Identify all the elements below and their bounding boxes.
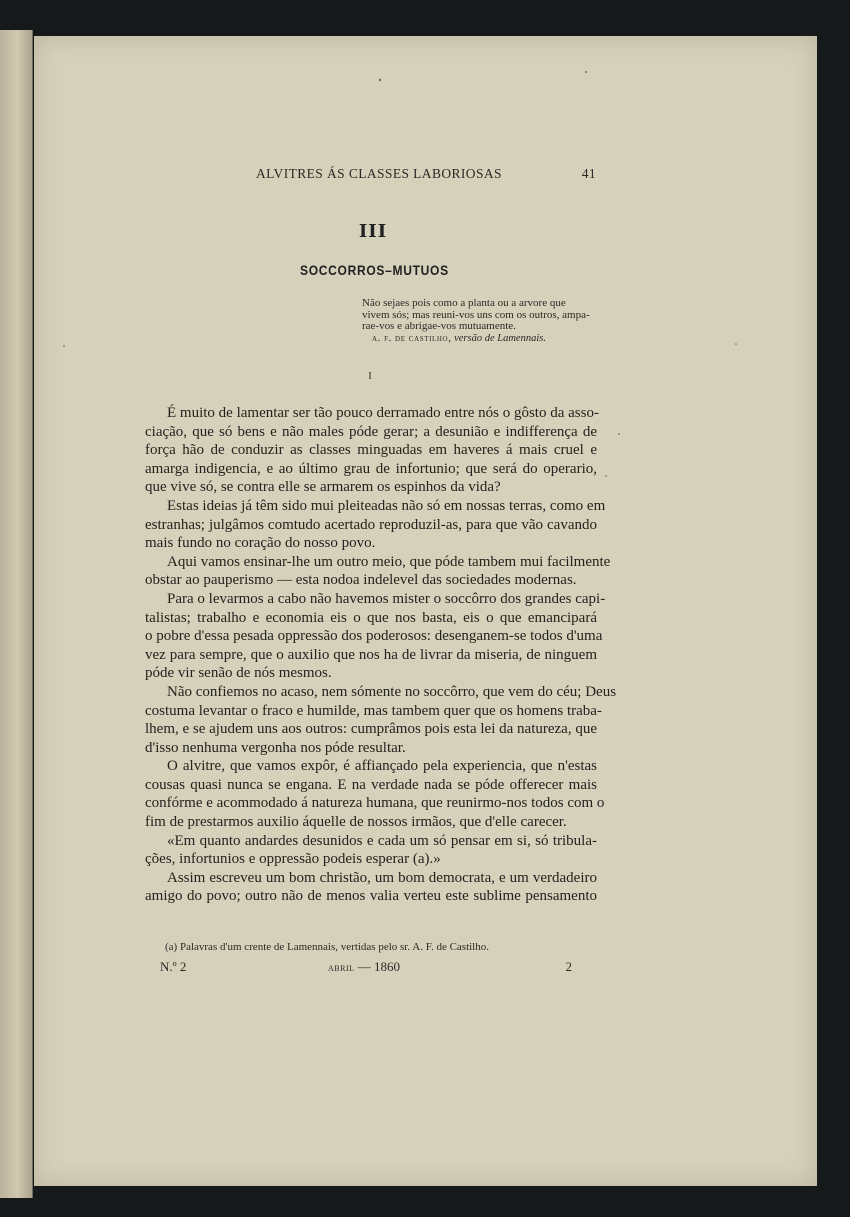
body-line: costuma levantar o fraco e humilde, mas tambem quer que os homens traba- [145,702,602,719]
body-line: estranhas; julgâmos comtudo acertado reproduzil-as, para que vão cavando [145,516,597,533]
body-line: ciação, que só bens e não males póde gerar; a desunião e indifferença de [145,423,597,440]
body-line: O alvitre, que vamos expôr, é affiançado pela experiencia, que n'estas [167,758,597,775]
body-line: Aqui vamos ensinar-lhe um outro meio, que póde tambem mui facilmente [167,553,611,570]
epigraph-line: rae-vos e abrigae-vos mutuamente. [362,320,516,332]
epigraph [362,298,598,333]
body-line: É muito de lamentar ser tão pouco derramado entre nós o gôsto da asso- [167,405,599,421]
epigraph-source: versão de Lamennais. [454,333,546,344]
epigraph-attribution [372,333,602,344]
subsection-numeral: I [368,371,372,382]
signature-line [160,959,572,977]
body-line: Não confiemos no acaso, nem sómente no soccôrro, que vem do céu; Deus [167,683,617,700]
body-line: ções, infortunios e oppressão podeis esperar (a).» [145,851,441,868]
body-line: amarga indigencia, e ao último grau de infortunio; que será do operario, [145,460,597,477]
body-line: força hão de conduzir as classes minguadas em haveres á mais cruel e [145,442,597,459]
section-title: SOCCORROS–MUTUOS [300,262,449,278]
body-line: que vive só, se contra elle se armarem os espinhos da vida? [145,479,501,496]
issue-month: abril [328,962,355,974]
footnote: (a) Palavras d'um crente de Lamennais, vertidas pelo sr. A. F. de Castilho. [165,941,489,953]
issue-number: N.º 2 [160,959,187,974]
page-number: 41 [581,166,596,181]
body-line: mais fundo no coração do nosso povo. [145,535,376,552]
body-line: lhem, e se ajudem uns aos outros: cumprâmos pois esta lei da natureza, que [145,721,597,738]
running-head [256,166,596,184]
epigraph-author: a. f. de castilho, [372,333,452,344]
body-line: talistas; trabalho e economia eis o que nos basta, eis o que emancipará [145,609,597,626]
issue-date [328,959,400,975]
body-line: fim de prestarmos auxilio áquelle de nossos irmãos, que d'elle carecer. [145,814,567,831]
body-line: confórme e acommodado á natureza humana, que reunirmo-nos todos com o [145,795,605,812]
previous-page-edge [0,30,33,1198]
body-line: Estas ideias já têm sido mui pleiteadas não só em nossas terras, como em [167,497,606,514]
epigraph-line: Não sejaes pois como a planta ou a arvore que [362,297,566,309]
body-line: Assim escreveu um bom christão, um bom democrata, e um verdadeiro [167,869,597,886]
body-line: vez para sempre, que o auxilio que nos ha de livrar da miseria, de ninguem [145,646,597,663]
body-line: amigo do povo; outro não de menos valia verteu este sublime pensamento [145,888,597,905]
body-line: Para o levarmos a cabo não havemos mister o soccôrro dos grandes capi- [167,590,606,607]
body-line: o pobre d'essa pesada oppressão dos poderosos: desenganem-se todos d'uma [145,628,603,645]
body-line: póde vir senão de nós mesmos. [145,665,332,682]
issue-year: — 1860 [357,959,400,974]
part-numeral: III [358,221,388,242]
sheet-signature: 2 [565,959,572,974]
body-line: d'isso nenhuma vergonha nos póde resultar. [145,739,406,756]
body-line: obstar ao pauperismo — esta nodoa indelevel das sociedades modernas. [145,572,577,589]
epigraph-line: vivem sós; mas reuni-vos uns com os outros, ampa- [362,308,590,321]
body-text [145,404,617,906]
body-line: «Em quanto andardes desunidos e cada um só pensar em si, só tribula- [167,832,597,849]
body-line: cousas quasi nunca se engana. E na verdade nada se póde offerecer mais [145,776,597,793]
running-head-title: ALVITRES ÁS CLASSES LABORIOSAS [256,166,502,181]
